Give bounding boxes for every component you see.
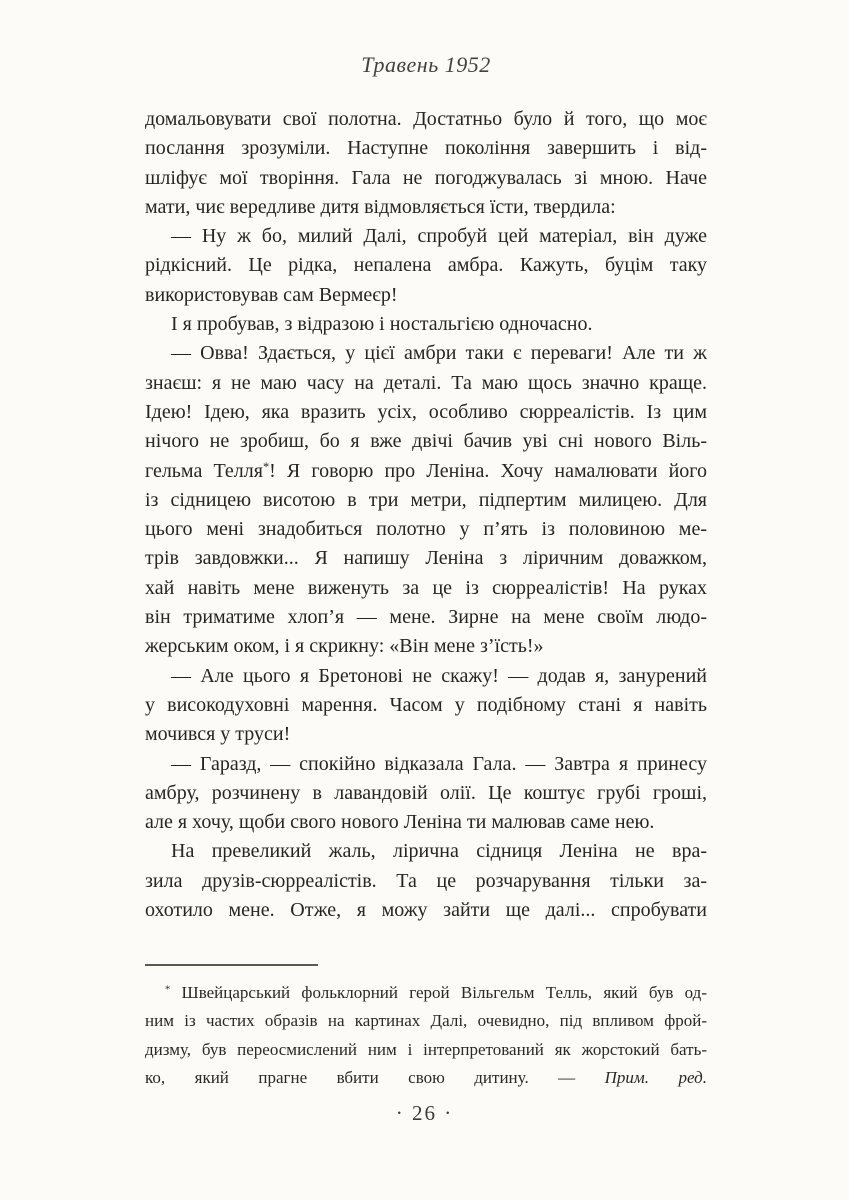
body-text-line: нічого не зробиш, бо я вже двічі бачив уві сні нового Віль- — [145, 430, 707, 453]
body-text-line: жерським оком, і я скрикну: «Він мене з’їсть!» — [145, 635, 544, 658]
body-text-line: мочився у труси! — [145, 723, 291, 746]
body-text-line: але я хочу, щоби свого нового Леніна ти малював саме нею. — [145, 811, 655, 834]
body-text-line: цього мені знадобиться полотно у п’ять із половиною ме- — [145, 518, 707, 541]
footnote-line: дизму, був переосмислений ним і інтерпретований як жорстокий бать- — [145, 1039, 707, 1059]
body-text-line: гельма Телля*! Я говорю про Леніна. Хочу намалювати його — [145, 459, 707, 482]
footnote-marker: * — [165, 984, 171, 996]
body-text-line: знаєш: я не маю часу на деталі. Та маю щось значно краще. — [145, 371, 707, 394]
body-text-line: послання зрозуміли. Наступне покоління завершить і від- — [145, 137, 707, 160]
body-text-line: трів завдовжки... Я напишу Леніна з ліричним доважком, — [145, 547, 707, 570]
body-text-line: І я пробував, з відразою і ностальгією одночасно. — [171, 313, 593, 336]
body-text-line: шліфує мої творіння. Гала не погоджувалась зі мною. Наче — [145, 166, 707, 189]
body-text-line: На превеликий жаль, лірична сідниця Леніна не вра- — [171, 840, 707, 863]
footnote-marker: * — [262, 459, 270, 474]
footnote-line: ко, який прагне вбити свою дитину. — Прим. ред. — [145, 1068, 707, 1088]
running-header: Травень 1952 — [361, 52, 491, 77]
body-text-line: амбру, розчинену в лавандовій олії. Це коштує грубі гроші, — [145, 781, 707, 804]
body-text-line: Ідею! Ідею, яка вразить усіх, особливо сюрреалістів. Із цим — [145, 400, 707, 423]
body-text — [145, 105, 707, 925]
footnote-divider — [145, 964, 318, 966]
body-text-line: у високодуховні марення. Часом у подібному стані я навіть — [145, 693, 707, 716]
page-number: · 26 · — [395, 1101, 454, 1125]
body-text-line: охотило мене. Отже, я можу зайти ще далі... спробувати — [145, 899, 707, 922]
body-text-line: мати, чиє вередливе дитя відмовляється їсти, твердила: — [145, 195, 616, 218]
body-text-line: із сідницею висотою в три метри, підпертим милицею. Для — [145, 488, 707, 511]
body-text-line: рідкісний. Це рідка, непалена амбра. Кажуть, буцім таку — [145, 254, 707, 277]
footnote-line: * Швейцарський фольклорний герой Вільгельм Телль, який був од- — [165, 983, 707, 1002]
body-text-line: — Ну ж бо, милий Далі, спробуй цей матеріал, він дуже — [171, 225, 707, 248]
body-text-line: — Але цього я Бретонові не скажу! — додав я, занурений — [171, 664, 707, 687]
footnote — [145, 979, 707, 1093]
body-text-line: зила друзів-сюрреалістів. Та це розчарування тільки за- — [145, 869, 707, 892]
body-text-line: домальовувати свої полотна. Достатньо було й того, що моє — [145, 108, 707, 130]
body-text-line: — Овва! Здається, у цієї амбри таки є переваги! Але ти ж — [171, 342, 707, 365]
footnote-line: ним із частих образів на картинах Далі, очевидно, під впливом фрой- — [145, 1011, 707, 1031]
body-text-line: він триматиме хлоп’я — мене. Зирне на мене своїм людо- — [145, 606, 707, 629]
body-text-line: хай навіть мене виженуть за це із сюрреалістів! На руках — [145, 576, 707, 599]
body-text-line: використовував сам Вермеєр! — [145, 283, 398, 306]
body-text-line: — Гаразд, — спокійно відказала Гала. — Завтра я принесу — [171, 752, 707, 775]
